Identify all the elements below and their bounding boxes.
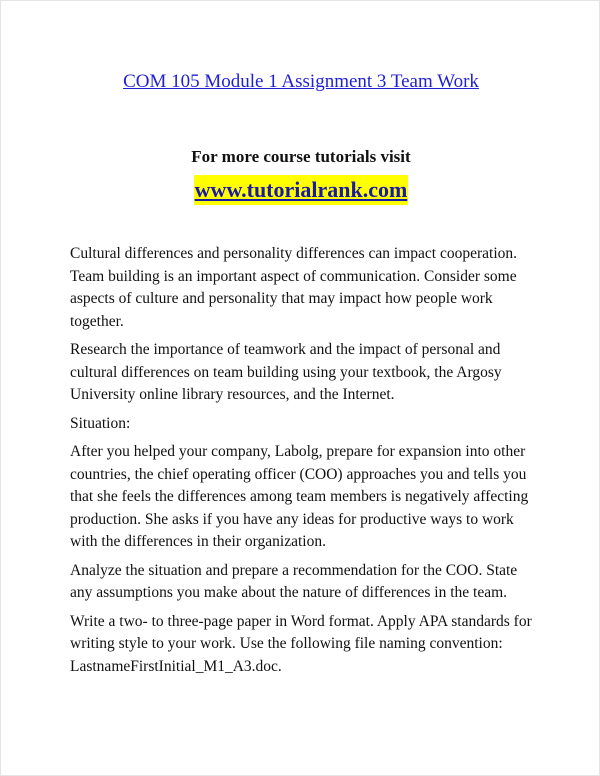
paragraph-intro: Cultural differences and personality differences can impact cooperation. Team building is an important aspect of communication. Consider some aspects of culture and personality that may impact how people work together.	[70, 245, 518, 330]
promo-url-container	[1, 175, 600, 205]
document-body	[70, 243, 540, 684]
paragraph-analyze: Analyze the situation and prepare a recommendation for the COO. State any assumptions you make about the nature of differences in the team.	[70, 561, 518, 601]
title-container	[1, 71, 600, 93]
document-title-link[interactable]: COM 105 Module 1 Assignment 3 Team Work	[123, 71, 479, 92]
promo-url-link[interactable]: www.tutorialrank.com	[194, 175, 409, 205]
paragraph-research: Research the importance of teamwork and the impact of personal and cultural differences on team building using your textbook, the Argosy University online library resources, and the Internet.	[70, 341, 502, 403]
promo-text: For more course tutorials visit	[191, 147, 411, 166]
paragraph-situation: After you helped your company, Labolg, prepare for expansion into other countries, the chief operating officer (COO) approaches you and tells you that she feels the differences among team members is negatively affecting production. She asks if you have any ideas for productive ways to work with the differences in their organization.	[70, 443, 529, 550]
paragraph-situation-heading: Situation:	[70, 414, 131, 432]
paragraph-write: Write a two- to three-page paper in Word format. Apply APA standards for writing style to your work. Use the following file naming convention: LastnameFirstInitial_M1_A3.doc.	[70, 612, 532, 675]
